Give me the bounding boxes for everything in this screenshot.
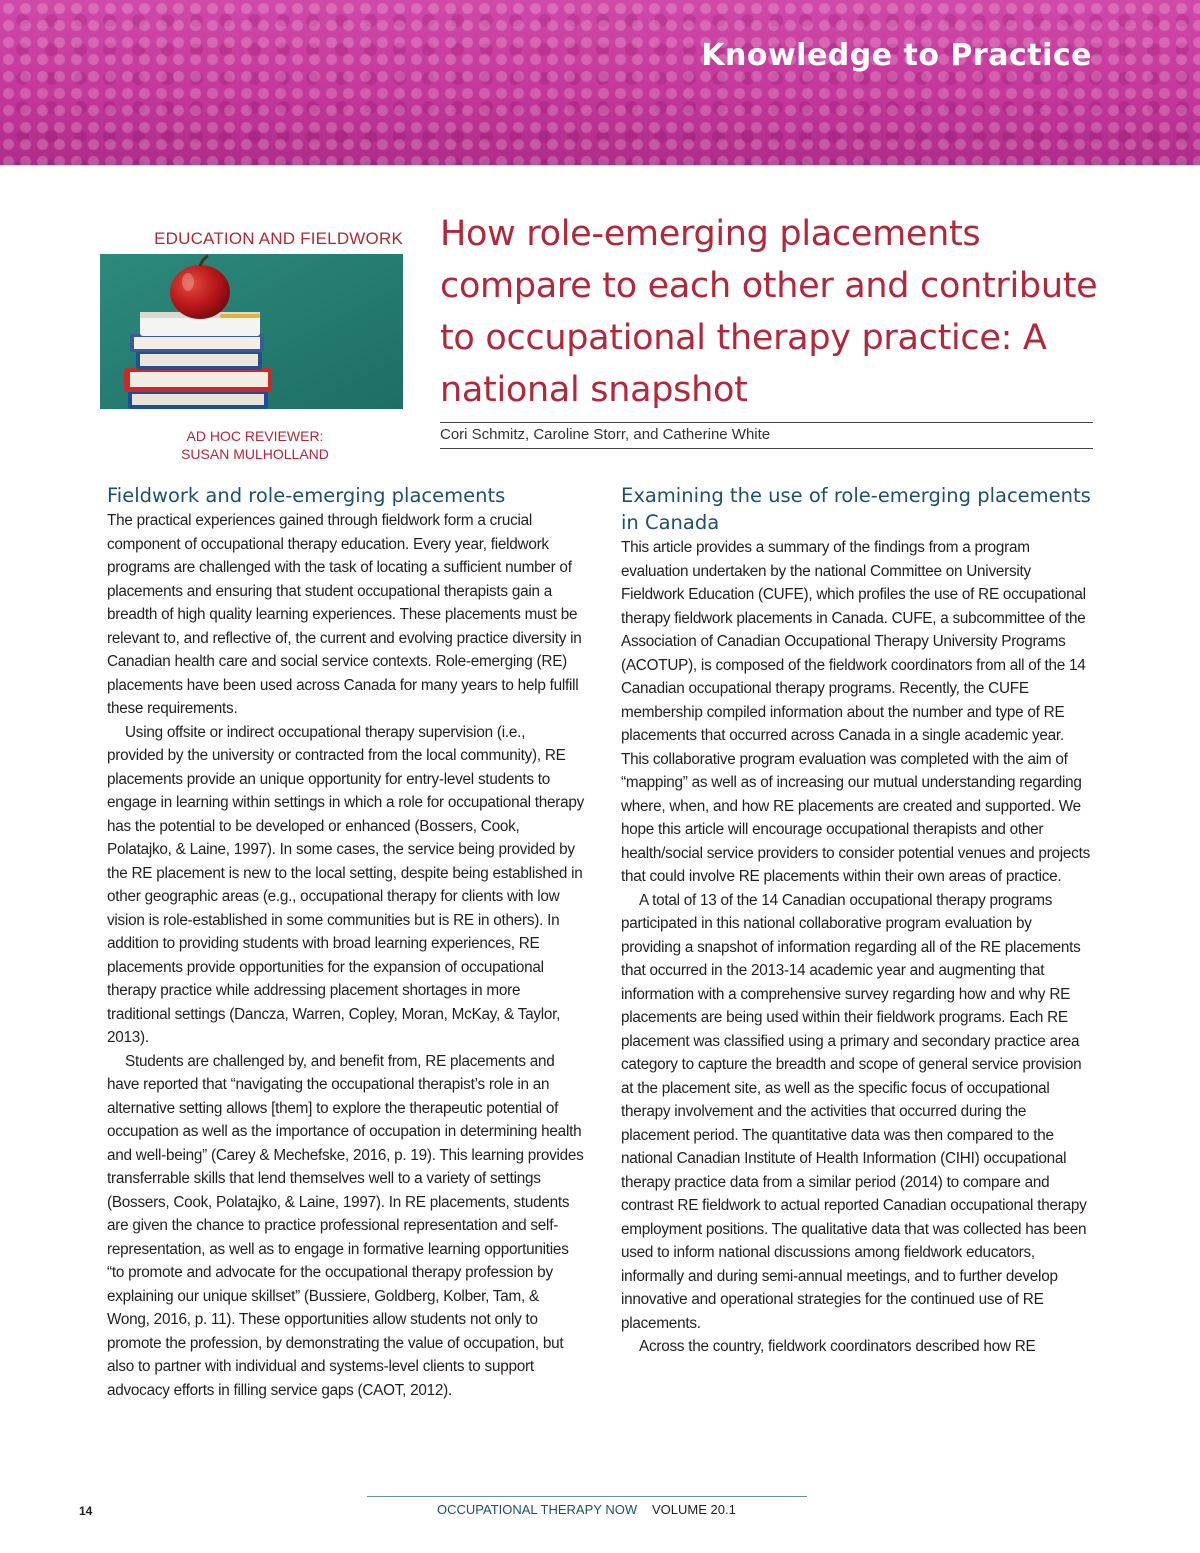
apple-books-photo — [100, 254, 403, 409]
section-heading: Fieldwork and role-emerging placements — [107, 484, 506, 507]
section-heading: Examining the use of role-emerging placements in Canada — [621, 484, 1091, 534]
section-label: EDUCATION AND FIELDWORK — [154, 229, 403, 248]
left-column — [107, 482, 585, 1402]
body-paragraph: A total of 13 of the 14 Canadian occupational therapy programs participated in this national collaborative program evaluation by providing a snapshot of information regarding all of the RE placements that occurred in the 2013-14 academic year and augmenting that information with a comprehensive survey regarding how and why RE placements are being used within their fieldwork programs. Each RE placement was classified using a primary and secondary practice area category to capture the breadth and scope of general service provision at the placement site, as well as the specific focus of occupational therapy involvement and the activities that occurred during the placement period. The quantitative data was then compared to the national Canadian Institute of Health Information (CIHI) occupational therapy practice data from a similar period (2014) to compare and contrast RE fieldwork to actual reported Canadian occupational therapy employment positions. The qualitative data that was collected has been used to inform national discussions among fieldwork educators, informally and during semi-annual meetings, and to further develop innovative and operational strategies for the continued use of RE placements. — [621, 891, 1087, 1332]
banner-title: Knowledge to Practice — [701, 38, 1092, 73]
journal-volume: VOLUME 20.1 — [652, 1502, 736, 1517]
ad-hoc-reviewer — [100, 427, 410, 463]
page-number: 14 — [79, 1504, 93, 1518]
journal-name: OCCUPATIONAL THERAPY NOW — [437, 1502, 638, 1517]
reviewer-label: AD HOC REVIEWER: — [186, 428, 324, 444]
body-paragraph: Across the country, fieldwork coordinators described how RE — [639, 1338, 1036, 1355]
header-banner — [0, 0, 1200, 165]
body-paragraph: The practical experiences gained through fieldwork form a crucial component of occupational therapy education. Every year, fieldwork programs are challenged with the task of locating a sufficient number of placements and ensuring that student occupational therapists gain a breadth of high quality learning experiences. These placements must be relevant to, and reflective of, the current and evolving practice diversity in Canadian health care and social service contexts. Role-emerging (RE) placements have been used across Canada for many years to help fulfill these requirements. — [107, 512, 582, 717]
footer-rule — [367, 1496, 807, 1497]
authors-rule-top — [440, 422, 1093, 423]
article-title: How role-emerging placements compare to each other and contribute to occupational therapy practice: A national snapshot — [440, 214, 1098, 410]
right-column — [621, 482, 1091, 1359]
reviewer-name: SUSAN MULHOLLAND — [181, 446, 329, 462]
article-authors: Cori Schmitz, Caroline Storr, and Catherine White — [440, 426, 771, 443]
body-paragraph: Students are challenged by, and benefit from, RE placements and have reported that “navigating the occupational therapist’s role in an alternative setting allows [them] to explore the therapeutic potential of occupation as well as the importance of occupation in determining health and well-being” (Carey & Mechefske, 2016, p. 19). This learning provides transferrable skills that lend themselves well to a variety of settings (Bossers, Cook, Polatajko, & Laine, 1997). In RE placements, students are given the chance to practice professional representation and self-representation, as well as to engage in formative learning opportunities “to promote and advocate for the occupational therapy profession by explaining our unique skillset” (Bussiere, Goldberg, Kolber, Tam, & Wong, 2016, p. 11). These opportunities allow students not only to promote the profession, by demonstrating the value of occupation, but also to partner with individual and systems-level clients to support advocacy efforts in filling service gaps (CAOT, 2012). — [107, 1052, 584, 1399]
body-paragraph: Using offsite or indirect occupational therapy supervision (i.e., provided by the university or contracted from the local community), RE placements provide an unique opportunity for entry-level students to engage in learning within settings in which a role for occupational therapy has the potential to be developed or enhanced (Bossers, Cook, Polatajko, & Laine, 1997). In some cases, the service being provided by the RE placement is new to the local setting, despite being established in other geographic areas (e.g., occupational therapy for clients with low vision is role-established in some communities but is RE in others). In addition to providing students with broad learning experiences, RE placements provide opportunities for the expansion of occupational therapy practice while addressing placement shortages in more traditional settings (Dancza, Warren, Copley, Moran, McKay, & Taylor, 2013). — [107, 723, 585, 1046]
authors-rule-bottom — [440, 448, 1093, 449]
body-paragraph: This article provides a summary of the findings from a program evaluation undertaken by the national Committee on University Fieldwork Education (CUFE), which profiles the use of RE occupational therapy fieldwork placements in Canada. CUFE, a subcommittee of the Association of Canadian Occupational Therapy University Programs (ACOTUP), is composed of the fieldwork coordinators from all of the 14 Canadian occupational therapy programs. Recently, the CUFE membership compiled information about the number and type of RE placements that occurred across Canada in a single academic year. This collaborative program evaluation was completed with the aim of “mapping” as well as of increasing our mutual understanding regarding where, when, and how RE placements are created and supported. We hope this article will encourage occupational therapists and other health/social service providers to consider potential venues and projects that could involve RE placements within their own areas of practice. — [621, 539, 1090, 885]
